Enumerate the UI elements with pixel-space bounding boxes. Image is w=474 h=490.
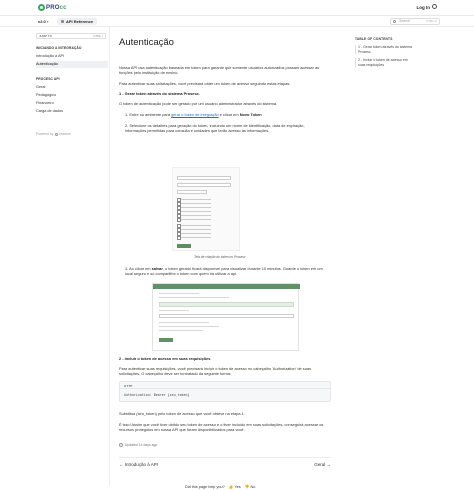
jump-shortcut: CTRL-/ — [93, 34, 103, 38]
api-icon — [61, 20, 64, 23]
logo-text-accent: cc — [59, 5, 67, 11]
next-page-link[interactable] — [314, 462, 331, 468]
sidebar-item-financeiro[interactable]: Financeiro — [36, 101, 54, 105]
step1-heading: 1 - Gerar token através do sistema Prosesc. — [119, 91, 200, 96]
generate-token-link[interactable]: gerar o token de integração — [171, 112, 219, 117]
sidebar-item-introducao[interactable]: Introdução à API — [36, 54, 65, 58]
after-code-text: Substitua {seu_token} pelo token de acesso que você obteve na etapa 1. — [119, 411, 245, 416]
sidebar — [30, 27, 110, 486]
thumbs-down-icon: 👎 — [244, 485, 250, 489]
thumbs-up-icon: 👍 — [228, 485, 234, 489]
li1-text-b: e clicar em — [219, 112, 239, 117]
feedback-question: Did this page help you? — [185, 485, 225, 489]
search-input[interactable] — [390, 18, 440, 25]
tab-label: API Reference — [66, 18, 94, 24]
powered-label: Powered by — [36, 132, 54, 136]
feedback-no-button[interactable]: No — [250, 485, 256, 489]
previous-page-link[interactable] — [119, 462, 158, 468]
step2-text: Para autenticar suas requisições, você precisará incluir o token de acesso no cabeçalho 'Authorization' de suas solicitações. O cabeçalho deve ser formatado da seguinte forma: — [119, 366, 312, 377]
powered-by-link[interactable] — [36, 132, 71, 136]
moon-icon[interactable] — [432, 4, 437, 9]
top-bar — [0, 0, 474, 16]
code-language-tab[interactable]: HTTP — [124, 383, 133, 388]
chevron-left-icon: ← — [119, 462, 125, 467]
sidebar-item-pedagogico[interactable]: Pedagógico — [36, 93, 57, 97]
li3-text-b: , o token gerado ficará disponível para visualizar durante 10 minutos. Guarde o token em um local seguro e só compartilhe o token com quem irá utilizar a api. — [125, 266, 323, 277]
sidebar-item-geral[interactable]: Geral — [36, 85, 46, 89]
token-generated-screenshot — [152, 283, 299, 351]
token-form-screenshot — [172, 167, 240, 251]
toc-item-step1[interactable]: 1 - Gerar token através do sistema Prosesc. — [355, 45, 415, 54]
brand-logo[interactable] — [38, 4, 67, 12]
logo-mark-icon — [38, 4, 45, 11]
tab-api-reference[interactable] — [57, 18, 97, 25]
page-navigation — [119, 457, 331, 467]
page-title: Autenticação — [119, 37, 174, 48]
table-of-contents — [350, 27, 450, 87]
toc-item-step2[interactable]: 2 - Incluir o token de acesso em suas requisições — [355, 58, 415, 67]
toc-heading: TABLE OF CONTENTS — [355, 37, 393, 41]
step2-heading: 2 - Incluir o token de acesso em suas requisições — [119, 356, 211, 361]
next-label: Geral — [314, 462, 326, 467]
li3-bold: salvar — [151, 266, 163, 271]
list-item-3 — [125, 266, 325, 277]
feedback-yes-button[interactable]: Yes — [234, 485, 241, 489]
li1-bold: Novo Token — [239, 112, 262, 117]
logo-text: PRO — [46, 5, 60, 11]
chevron-down-icon: ▾ — [46, 20, 49, 24]
check-circle-icon — [119, 443, 123, 447]
readme-icon — [55, 133, 58, 136]
code-line: Authorization: Bearer {seu_token} — [124, 393, 190, 397]
sidebar-section-title: INICIANDO A INTEGRAÇÃO — [36, 46, 82, 50]
jump-label: JUMP TO — [39, 34, 53, 38]
main-content — [119, 27, 331, 489]
sidebar-section-title: PROCESC API — [36, 77, 60, 81]
powered-brand: readme — [59, 132, 71, 136]
sidebar-item-autenticacao[interactable]: Autenticação — [36, 61, 108, 68]
step1-text: O token de autenticação pode ser gerado por um usuário administrador através do sistema. — [119, 101, 278, 106]
updated-text: Updated 14 days ago — [125, 443, 158, 447]
updated-info — [119, 443, 157, 448]
intro-paragraph: Nossa API usa autenticação baseada em token para garantir que somente usuários autorizados possam acessar as funções pelo instituição de ensino. — [119, 65, 320, 76]
code-block — [119, 381, 331, 402]
sidebar-item-carga-de-dados[interactable]: Carga de dados — [36, 109, 64, 113]
chevron-right-icon: → — [325, 462, 331, 467]
search-icon — [393, 20, 396, 23]
list-item-1 — [125, 112, 325, 117]
closing-paragraph: É isso! Assim que você tiver obtido seu token de acesso e o tiver incluído em suas solicitações, conseguirá acessar os recursos protegidos em nossa API que foram disponibilizados para você. — [119, 422, 324, 433]
li3-text-a: 3. Ao clicar em — [125, 266, 151, 271]
prev-label: Introdução à API — [124, 462, 159, 467]
login-button[interactable]: Log In — [416, 5, 430, 10]
search-placeholder: Search — [399, 19, 411, 23]
screenshot-caption: Tela de criação do token no Prosesc — [194, 255, 246, 259]
list-item-2: 2. Selecione os detalhes para geração do token, incluindo um nome de identificação, data de expiração, informações permitidas para consulta e unidades que terão acesso às informações. — [125, 123, 305, 134]
version-label: v2.0 — [38, 19, 46, 24]
li1-text-a: 1. Entre no ambiente para — [125, 112, 170, 117]
intro-paragraph-2: Para autenticar suas solicitações, você precisará obter um token de acesso seguindo estas etapas: — [119, 81, 291, 86]
jump-to-input[interactable] — [36, 33, 106, 39]
version-selector[interactable] — [38, 19, 49, 25]
sub-navigation — [0, 16, 474, 27]
feedback-prompt — [185, 485, 255, 490]
search-shortcut: CTRL-K — [426, 19, 437, 23]
